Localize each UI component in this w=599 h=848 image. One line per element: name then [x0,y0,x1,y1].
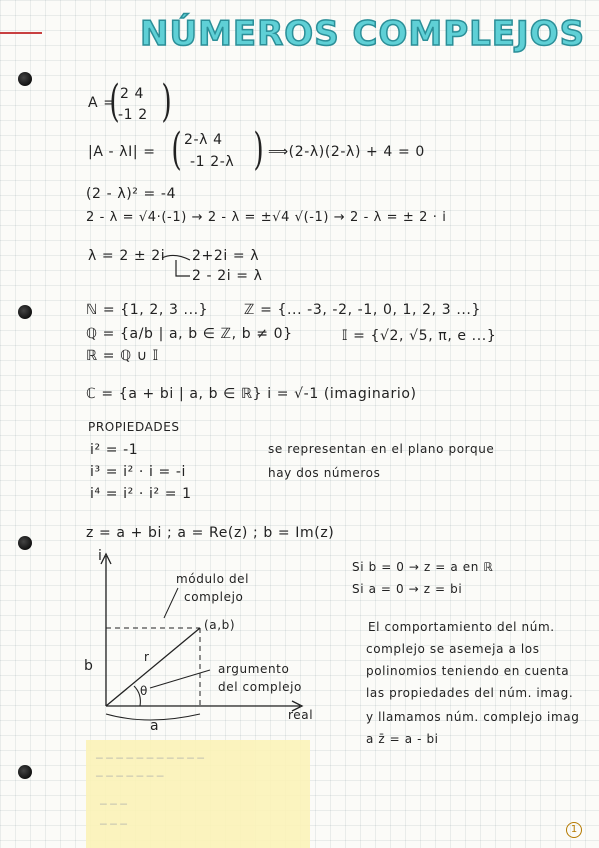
note: Si a = 0 → z = bi [352,582,463,596]
modulus-label: módulo del [176,572,250,586]
equation: 2+2i = λ [192,248,260,264]
faded-writing: ─ ─ ─ ─ ─ ─ ─ ─ ─ ─ ─ [96,752,204,765]
binder-hole [18,72,32,86]
note: las propiedades del núm. imag. [366,686,574,700]
set-integers: ℤ = {... -3, -2, -1, 0, 1, 2, 3 ...} [244,302,481,318]
real-axis-label: real [288,708,314,722]
binder-hole [18,765,32,779]
note: El comportamiento del núm. [368,620,555,634]
left-paren: ( [109,76,120,127]
set-reals: ℝ = ℚ ∪ 𝕀 [86,348,159,364]
radius-label: r [144,650,150,664]
page-number: 1 [566,822,582,838]
a-label: a [150,718,160,734]
note: se representan en el plano porque [268,442,495,456]
note: y llamamos núm. complejo imag [366,710,580,724]
branch-arrows [160,254,200,284]
det-row1: 2-λ 4 [184,132,223,148]
set-irrationals: 𝕀 = {√2, √5, π, e ...} [342,328,497,344]
sticky-note [86,740,310,848]
matrix-a-label: A = [88,95,116,111]
right-paren: ) [161,76,172,127]
left-paren: ( [171,124,182,175]
equation: 2 - 2i = λ [192,268,263,284]
det-lhs: |A - λI| = [88,144,156,160]
note: complejo se asemeja a los [366,642,540,656]
equation: λ = 2 ± 2i [88,248,166,264]
faded-writing: ─ ─ ─ [100,798,127,811]
matrix-a-row2: -1 2 [118,107,148,123]
set-rationals: ℚ = {a/b | a, b ∈ ℤ, b ≠ 0} [86,326,293,342]
equation: (2 - λ)² = -4 [86,186,177,202]
note: hay dos números [268,466,381,480]
argument-label: del complejo [218,680,302,694]
set-naturals: ℕ = {1, 2, 3 ...} [86,302,209,318]
z-definition: z = a + bi ; a = Re(z) ; b = Im(z) [86,525,335,541]
theta-label: θ [140,684,148,698]
binder-hole [18,305,32,319]
property: i² = -1 [90,442,139,458]
right-paren: ) [253,124,264,175]
property: i⁴ = i² · i² = 1 [90,486,192,502]
note: polinomios teniendo en cuenta [366,664,570,678]
page-title: NÚMEROS COMPLEJOS [140,14,586,54]
note: a z̄ = a - bi [366,732,439,746]
equation: 2 - λ = √4·(-1) → 2 - λ = ±√4 √(-1) → 2 - λ = ± 2 · i [86,210,447,225]
note: Si b = 0 → z = a en ℝ [352,560,494,574]
argument-label: argumento [218,662,290,676]
b-label: b [84,658,94,674]
margin-mark [0,32,42,34]
det-row2: -1 2-λ [190,154,235,170]
properties-heading: PROPIEDADES [88,420,180,434]
faded-writing: ─ ─ ─ ─ ─ ─ ─ [96,770,164,783]
property: i³ = i² · i = -i [90,464,187,480]
matrix-a-row1: 2 4 [120,86,145,102]
binder-hole [18,536,32,550]
faded-writing: ─ ─ ─ [100,818,127,831]
imaginary-axis-label: i [98,548,103,564]
set-complex: ℂ = {a + bi | a, b ∈ ℝ} i = √-1 (imaginario) [86,386,417,402]
modulus-label: complejo [184,590,244,604]
point-label: (a,b) [204,618,236,632]
det-rhs: ⟹(2-λ)(2-λ) + 4 = 0 [268,144,425,160]
